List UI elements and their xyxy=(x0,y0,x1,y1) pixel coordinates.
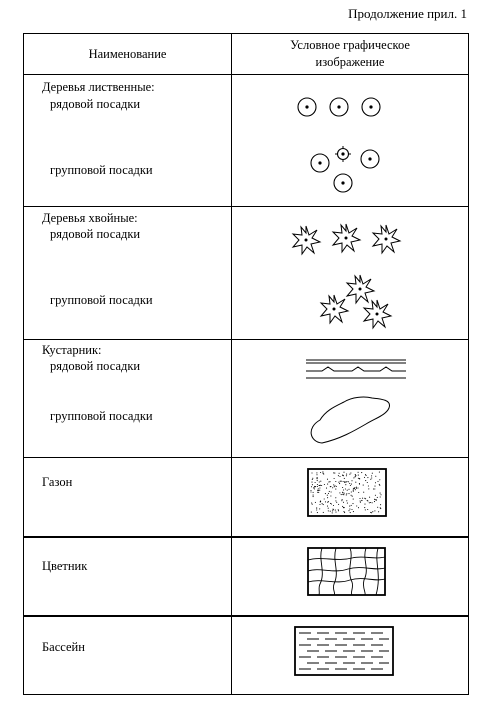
row-name-cell xyxy=(24,616,232,695)
shrub-icon xyxy=(232,340,468,457)
row-symbol-cell xyxy=(232,616,469,695)
table-row xyxy=(24,458,469,538)
page-caption: Продолжение прил. 1 xyxy=(348,6,467,21)
table-row xyxy=(24,207,469,340)
conifer-tree-icon xyxy=(232,207,468,339)
table-row xyxy=(24,340,469,458)
header-symbol-line2: изображение xyxy=(315,55,385,69)
row-subitem: групповой посадки xyxy=(50,293,153,307)
header-row xyxy=(24,34,469,75)
table-row xyxy=(24,616,469,695)
row-subitem: рядовой посадки xyxy=(50,97,141,111)
header-symbol-line1: Условное графическое xyxy=(290,38,410,52)
row-subitem: групповой посадки xyxy=(50,409,153,423)
header-symbol xyxy=(232,34,469,75)
row-name-cell xyxy=(24,458,232,538)
row-title: Цветник xyxy=(42,559,88,573)
row-symbol-cell xyxy=(232,207,469,340)
legend-table xyxy=(23,33,469,695)
row-title: Деревья лиственные: xyxy=(42,80,155,94)
row-title: Бассейн xyxy=(42,640,85,654)
row-subitem: рядовой посадки xyxy=(50,359,141,373)
row-title: Кустарник: xyxy=(42,343,102,357)
row-name-cell xyxy=(24,340,232,458)
flowerbed-icon xyxy=(232,538,468,615)
table-row xyxy=(24,75,469,207)
row-symbol-cell xyxy=(232,75,469,207)
deciduous-tree-icon xyxy=(232,75,468,206)
row-name-cell xyxy=(24,75,232,207)
row-title: Деревья хвойные: xyxy=(42,211,138,225)
row-subitem: рядовой посадки xyxy=(50,227,141,241)
row-name-cell xyxy=(24,207,232,340)
header-name: Наименование xyxy=(24,34,232,75)
row-symbol-cell xyxy=(232,340,469,458)
row-subitem: групповой посадки xyxy=(50,163,153,177)
row-name-cell xyxy=(24,537,232,616)
row-symbol-cell xyxy=(232,458,469,538)
pool-icon xyxy=(232,617,468,694)
table-row xyxy=(24,537,469,616)
lawn-icon xyxy=(232,458,468,536)
row-symbol-cell xyxy=(232,537,469,616)
row-title: Газон xyxy=(42,475,73,489)
